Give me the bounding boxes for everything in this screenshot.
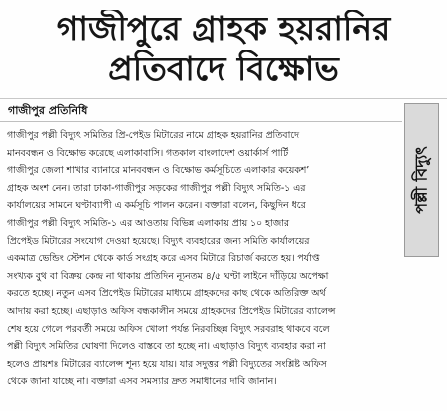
headline-divider — [0, 98, 447, 99]
article-line: আদায় করা হচ্ছে। এছাড়াও অফিস বন্ধকালীন সময়ে গ্রাহকদের প্রিপেইড মিটারের ব্যালেন্স — [7, 305, 336, 317]
article-line: মানববন্ধন ও বিক্ষোভ করেছে এলাকাবাসি। গতকাল বাংলাদেশ ওয়ার্কার্স পার্টি — [7, 147, 289, 159]
article-line: গাজীপুর পল্লী বিদ্যুৎ সমিতি-১ এর আওতায় বিভিন্ন এলাকায় প্রায় ১০ হাজার — [7, 217, 290, 229]
article-body — [7, 127, 407, 409]
article-line: থেকে জানা যাচ্ছে না। বক্তারা এসব সমস্যার দ্রুত সমাধানের দাবি জানান। — [7, 376, 277, 388]
section-tag — [404, 103, 439, 257]
article-line: হলেও প্রায়শঃ মিটারের ব্যালেন্স শূন্য হয়ে যায়। যার সদুত্তর পল্লী বিদ্যুতের সংশ্লিষ্ট অফিস — [7, 358, 327, 370]
section-tag-label: পল্লী বিদ্যুৎ — [411, 146, 430, 214]
headline-line-1: গাজীপুরে গ্রাহক হয়রানির — [56, 10, 391, 48]
article-line: প্রিপেইড মিটারের সংযোগ দেওয়া হয়েছে। বিদ্যুৎ ব্যবহারের জন্য সমিতি কার্যালয়ের — [7, 235, 310, 247]
article-line: সংখ্যক বুথ বা বিক্রয় কেন্দ্র না থাকায় প্রতিদিন ন্যূনতম ৪/৫ ঘণ্টা লাইনে দাঁড়িয়ে অপেক্ষা — [7, 270, 329, 282]
headline-line-2: প্রতিবাদে বিক্ষোভ — [108, 50, 339, 88]
article-line: গ্রাহক অংশ নেন। তারা ঢাকা-গাজীপুর সড়কের গাজীপুর পল্লী বিদ্যুৎ সমিতি-১ এর — [7, 182, 306, 194]
article-line: শেষ হয়ে গেলে পরবর্তী সময়ে অফিস খোলা পর্যন্ত নিরবচ্ছিন্ন বিদ্যুৎ সরবরাহ থাকবে বলে — [7, 323, 330, 335]
article-line: একমাত্র ভেন্ডিং স্টেশন থেকে কার্ড সংগ্রহ করে এসব মিটারে রিচার্জ করতে হয়। পর্যাপ্ত — [7, 253, 320, 265]
article-line: কার্যালয়ের সামনে ঘণ্টাব্যাপী এ কর্মসূচি পালন করেন। বক্তারা বলেন, কিছুদিন ধরে — [7, 200, 306, 212]
byline: গাজীপুর প্রতিনিধি — [8, 104, 88, 117]
article-line: গাজীপুর পল্লী বিদ্যুৎ সমিতির প্রি-পেইড মিটারের নামে গ্রাহক হয়রানির প্রতিবাদে — [7, 130, 299, 141]
article-line: গাজীপুর জেলা শাখার ব্যানারে মানববন্ধন ও বিক্ষোভ কর্মসূচিতে এলাকার কয়েকশ’ — [7, 165, 310, 177]
article-line: করতে হচ্ছে। নতুন এসব প্রিপেইড মিটারের মাধ্যমে গ্রাহকদের কাছ থেকে অতিরিক্ত অর্থ — [7, 288, 326, 300]
article-line: পল্লী বিদ্যুৎ সমিতির ঘোষণা দিলেও বাস্তবে তা হচ্ছে না। এছাড়াও বিদ্যুৎ ব্যবহার করা না — [7, 341, 326, 353]
byline-divider — [0, 121, 402, 122]
